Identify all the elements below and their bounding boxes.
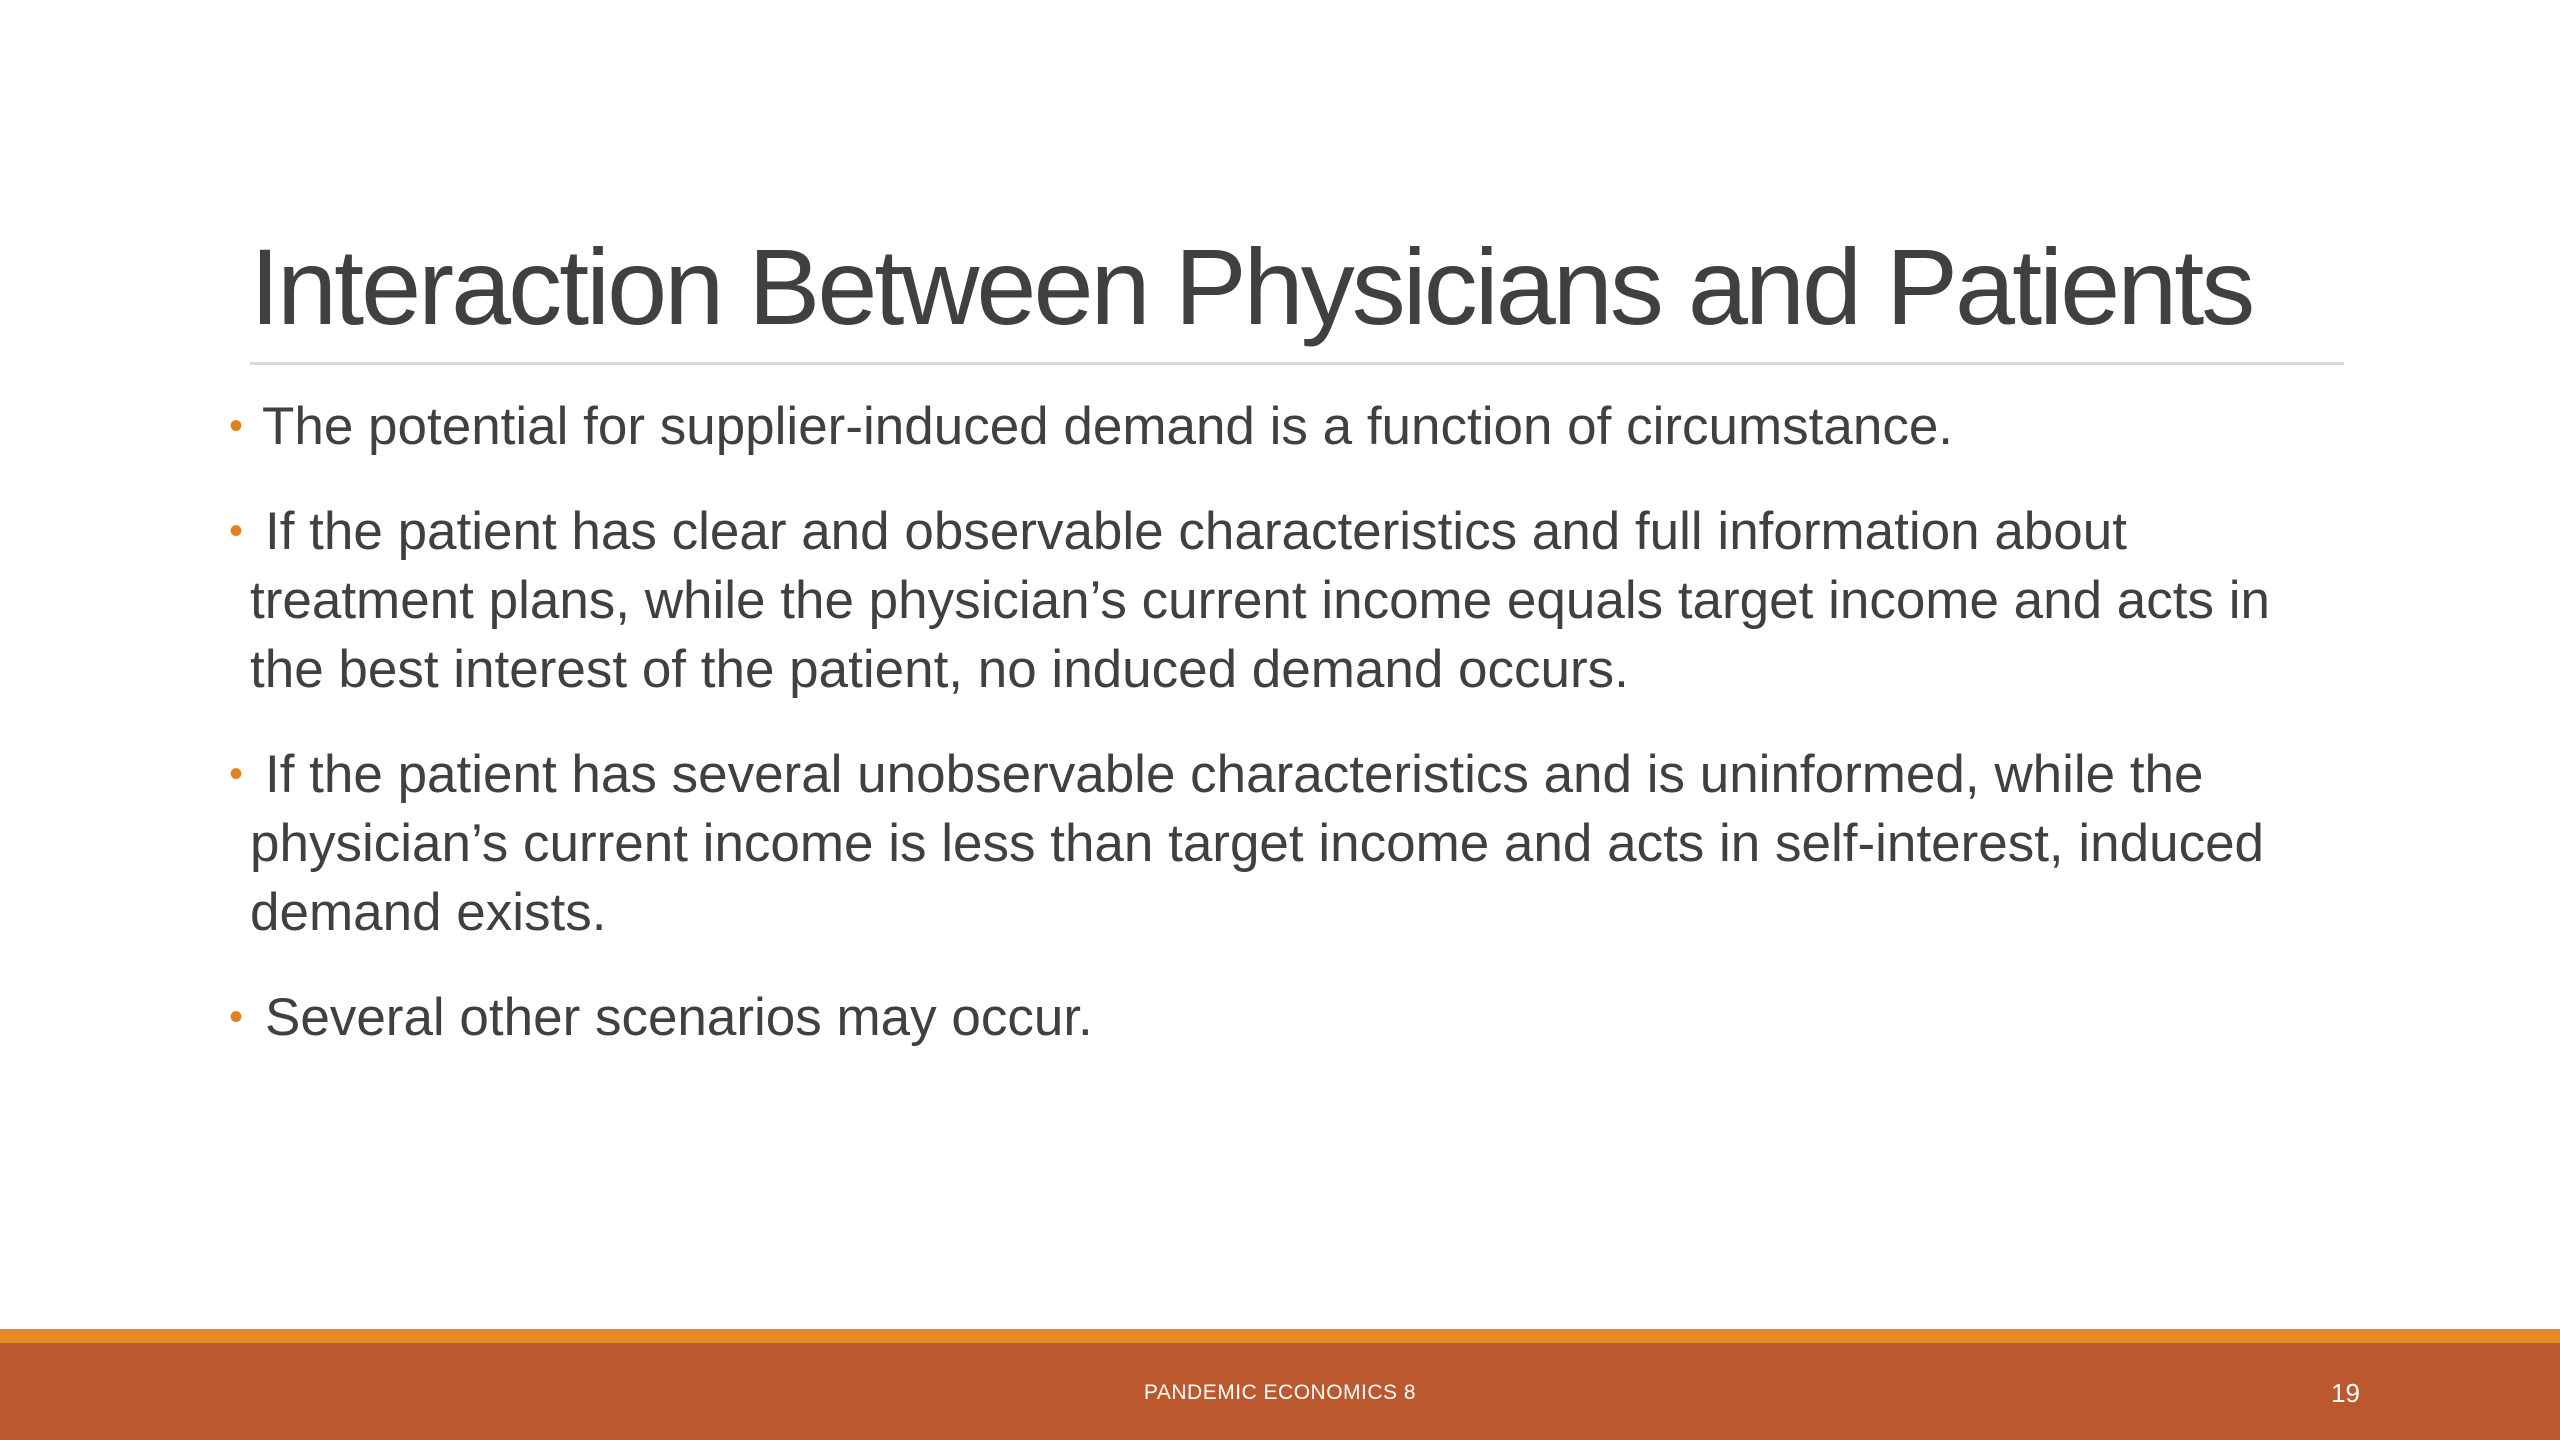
- footer-accent-stripe: [0, 1329, 2560, 1343]
- bullet-marker-icon: •: [229, 404, 244, 448]
- bullet-text: The potential for supplier-induced demand is a function of circumstance.: [262, 397, 1954, 456]
- bullet-item: [225, 983, 2345, 1052]
- bullet-item: [225, 497, 2345, 704]
- footer-label: PANDEMIC ECONOMICS 8: [1143, 1381, 1417, 1404]
- slide-title: Interaction Between Physicians and Patients: [250, 226, 2253, 347]
- bullet-marker-icon: •: [229, 509, 244, 553]
- bullet-item: [225, 392, 2345, 461]
- bullet-text: If the patient has clear and observable characteristics and full information about treatment plans, while the physician’s current income equals target income and acts in the best interest of the patient, no induced demand occurs.: [250, 502, 2270, 699]
- bullet-text: Several other scenarios may occur.: [265, 988, 1093, 1047]
- bullet-marker-icon: •: [229, 995, 244, 1039]
- bullet-list: [225, 392, 2345, 1088]
- bullet-marker-icon: •: [229, 752, 244, 796]
- bullet-text: If the patient has several unobservable characteristics and is uninformed, while the physician’s current income is less than target income and acts in self-interest, induced demand exists.: [250, 745, 2265, 942]
- bullet-item: [225, 740, 2345, 947]
- title-divider: [250, 362, 2344, 365]
- slide-number: 19: [2331, 1378, 2360, 1408]
